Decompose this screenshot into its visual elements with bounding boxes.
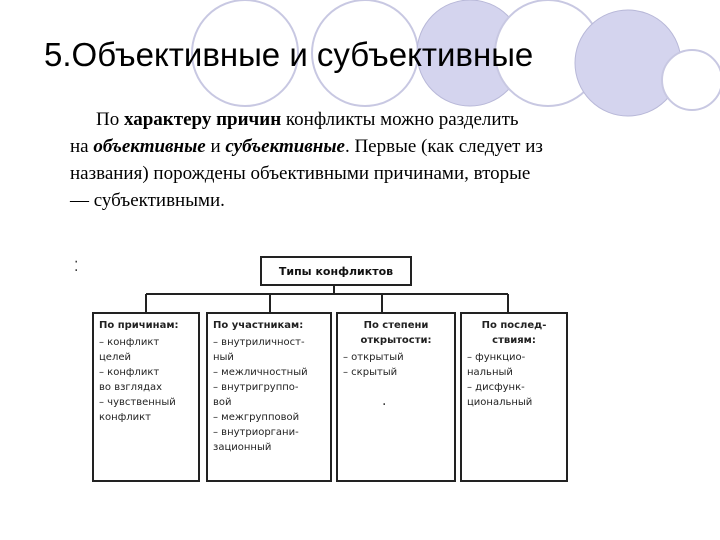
term-subjective: субъективные xyxy=(225,136,345,157)
text-fragment: конфликты можно разделить xyxy=(281,109,519,130)
column-by-openness xyxy=(336,312,456,482)
column-header: По участникам: xyxy=(213,320,304,331)
column-by-causes xyxy=(92,312,200,482)
bold-phrase: характеру причин xyxy=(123,109,282,130)
paragraph-line-3: названия) порождены объективными причинами, вторые xyxy=(70,163,531,184)
text-fragment: По xyxy=(96,109,124,130)
decorative-dot: ⁚ xyxy=(74,258,79,274)
conflict-types-diagram xyxy=(74,250,600,480)
slide-title: 5.Объективные и субъективные xyxy=(44,36,534,73)
column-by-participants xyxy=(206,312,332,482)
column-by-consequences xyxy=(460,312,568,482)
text-fragment: и xyxy=(205,136,226,157)
column-header: По причинам: xyxy=(99,320,179,331)
decorative-dot: · xyxy=(382,397,387,413)
list-item: – внутриоргани- зационный xyxy=(213,427,299,453)
list-item: – внутригруппо- вой xyxy=(213,382,299,408)
text-fragment: . Первые (как следует из xyxy=(344,136,543,157)
list-item: – открытый xyxy=(343,352,404,363)
list-item: – чувственный конфликт xyxy=(99,397,176,423)
list-item: – дисфунк- циональный xyxy=(467,382,533,408)
column-header: По послед- ствиям: xyxy=(481,320,547,346)
list-item: – межгрупповой xyxy=(213,412,300,423)
list-item: – функцио- нальный xyxy=(467,352,526,378)
text-fragment: на xyxy=(70,136,94,157)
diagram-root-box: Типы конфликтов xyxy=(260,256,412,286)
term-objective: объективные xyxy=(93,136,206,157)
paragraph-line-4: — субъективными. xyxy=(70,190,225,211)
list-item: – скрытый xyxy=(343,367,398,378)
column-header: По степени открытости: xyxy=(360,320,432,346)
list-item: – конфликт во взглядах xyxy=(99,367,163,393)
list-item: – межличностный xyxy=(213,367,308,378)
paragraph-line-2 xyxy=(70,133,690,160)
list-item: – внутриличност- ный xyxy=(213,337,305,363)
body-paragraph xyxy=(70,106,690,214)
list-item: – конфликт целей xyxy=(99,337,160,363)
paragraph-line-1 xyxy=(70,106,690,133)
